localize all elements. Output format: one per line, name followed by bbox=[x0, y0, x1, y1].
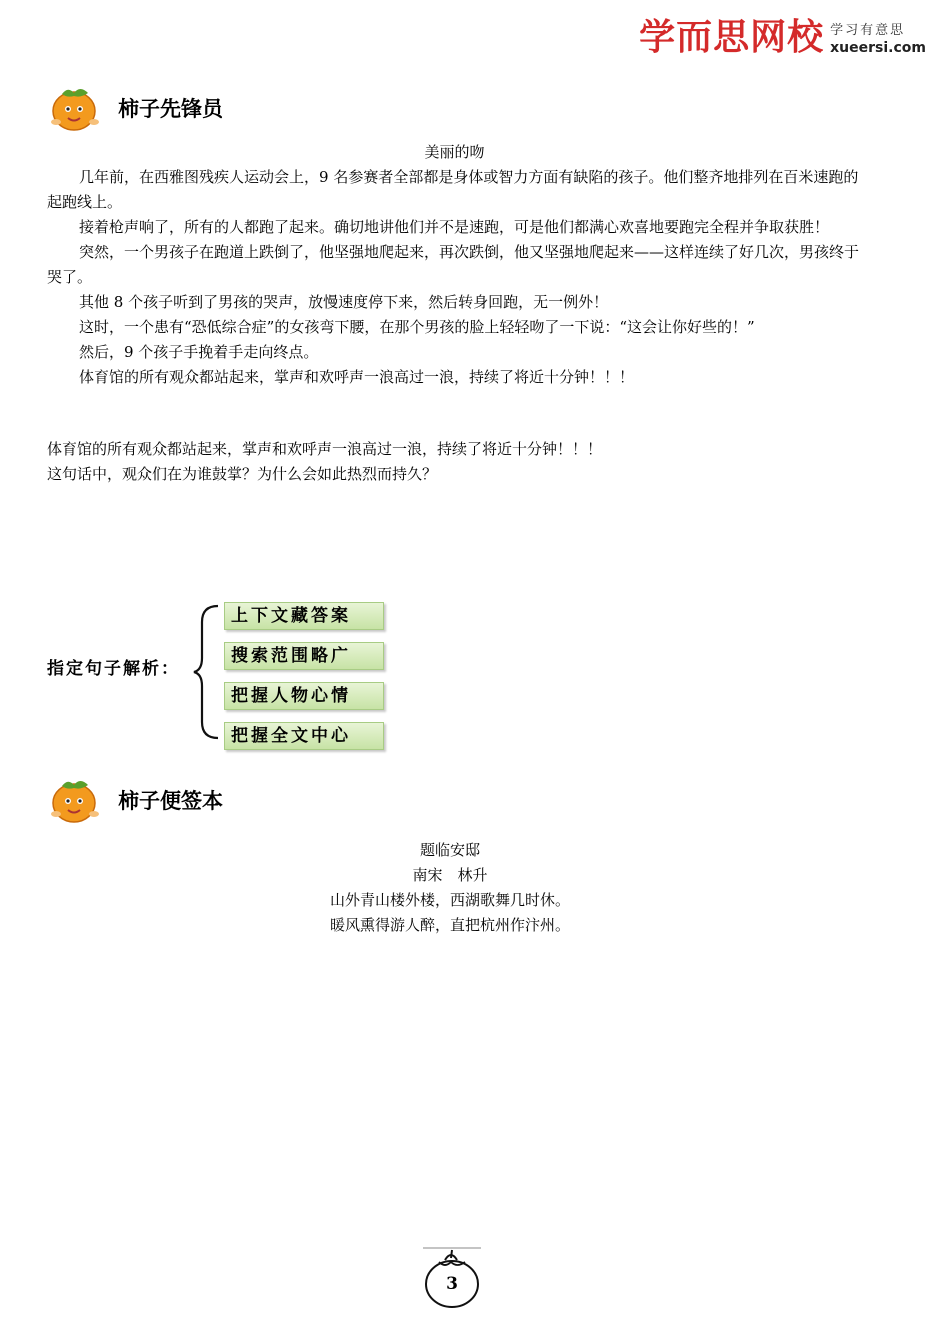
article-paragraph: 体育馆的所有观众都站起来，掌声和欢呼声一浪高过一浪，持续了将近十分钟！！！ bbox=[79, 368, 635, 386]
logo-text: 学而思网校 bbox=[639, 17, 825, 58]
page-number: 3 bbox=[446, 1274, 458, 1294]
article-paragraph: 然后，9 个孩子手挽着手走向终点。 bbox=[79, 343, 319, 361]
section-title: 柿子便签本 bbox=[118, 789, 223, 813]
xueersi-logo bbox=[639, 16, 926, 60]
persimmon-mascot-icon bbox=[48, 774, 104, 826]
article-paragraph: 几年前，在西雅图残疾人运动会上，9 名参赛者全部都是身体或智力方面有缺陷的孩子。他们整齐地排列在百米速跑的起跑线上。 bbox=[47, 168, 859, 211]
logo-side bbox=[830, 22, 926, 56]
poem-title: 题临安邸 bbox=[419, 841, 480, 859]
brace-icon bbox=[192, 602, 222, 742]
logo-slogan: 学习有意思 bbox=[830, 23, 906, 38]
question-quote: 体育馆的所有观众都站起来，掌声和欢呼声一浪高过一浪，持续了将近十分钟！！！ bbox=[47, 440, 603, 458]
question-prompt: 这句话中，观众们在为谁鼓掌？为什么会如此热烈而持久？ bbox=[47, 465, 438, 483]
article bbox=[47, 140, 862, 390]
persimmon-mascot-icon bbox=[48, 82, 104, 134]
poem-line: 暖风熏得游人醉，直把杭州作汴州。 bbox=[329, 916, 570, 934]
question-block bbox=[47, 437, 862, 487]
logo-url: xueersi.com bbox=[830, 40, 926, 56]
section-title: 柿子先锋员 bbox=[118, 97, 223, 121]
poem-author: 南宋 林升 bbox=[412, 866, 488, 884]
analysis-tag: 把握人物心情 bbox=[224, 682, 384, 710]
analysis-tag: 把握全文中心 bbox=[224, 722, 384, 750]
poem-line: 山外青山楼外楼，西湖歌舞几时休。 bbox=[329, 891, 570, 909]
article-title: 美丽的吻 bbox=[424, 143, 485, 161]
article-paragraph: 其他 8 个孩子听到了男孩的哭声，放慢速度停下来，然后转身回跑，无一例外！ bbox=[79, 293, 609, 311]
article-paragraph: 接着枪声响了，所有的人都跑了起来。确切地讲他们并不是速跑，可是他们都满心欢喜地要跑完全程并争取获胜！ bbox=[79, 218, 830, 236]
article-paragraph: 突然，一个男孩子在跑道上跌倒了，他坚强地爬起来，再次跌倒，他又坚强地爬起来——这样连续了好几次，男孩终于哭了。 bbox=[47, 243, 860, 286]
analysis-tag: 上下文藏答案 bbox=[224, 602, 384, 630]
poem bbox=[0, 838, 900, 938]
article-paragraph: 这时，一个患有“恐低综合症”的女孩弯下腰，在那个男孩的脸上轻轻吻了一下说：“这会让你好些的！” bbox=[79, 318, 755, 336]
section-heading-vanguard bbox=[48, 82, 223, 134]
section-heading-notebook bbox=[48, 774, 223, 826]
analysis-label: 指定句子解析： bbox=[47, 659, 180, 679]
analysis-tag: 搜索范围略广 bbox=[224, 642, 384, 670]
